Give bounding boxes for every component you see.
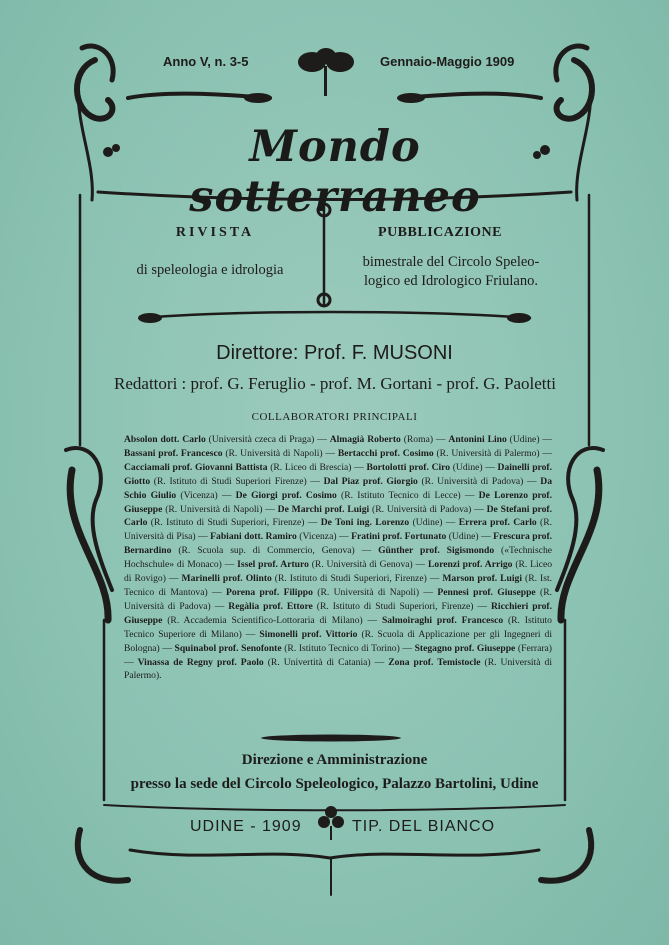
collaborator-name: Bassani prof. Francesco bbox=[124, 447, 223, 459]
collaborator-name: Lorenzi prof. Arrigo bbox=[428, 559, 513, 571]
collaborator-entry: De Lorenzo prof. Giuseppe (R. Università di Napoli) — bbox=[124, 489, 553, 515]
collaborator-affiliation: (Vicenza) bbox=[296, 531, 337, 543]
collaborator-name: Dainelli prof. Giotto bbox=[124, 461, 553, 487]
collaborator-name: Salmoiraghi prof. Francesco bbox=[381, 614, 504, 626]
collaborators-heading: COLLABORATORI PRINCIPALI bbox=[251, 411, 418, 423]
collaborator-entry: Ricchieri prof. Giuseppe (R. Accademia Scientifico-Lottoraria di Milano) — bbox=[124, 600, 553, 626]
collaborator-entry: Antonini Lino (Udine) — bbox=[448, 434, 553, 445]
collaborator-entry: Bassani prof. Francesco (R. Università di Napoli) — bbox=[124, 447, 338, 459]
collaborator-affiliation: (R. Università di Genova) bbox=[308, 559, 413, 571]
collaborator-entry: De Marchi prof. Luigi (R. Università di Padova) — bbox=[277, 503, 487, 515]
collaborator-entry: Lorenzi prof. Arrigo (R. Liceo di Rovigo) — bbox=[124, 559, 553, 585]
collaborator-name: De Lorenzo prof. Giuseppe bbox=[124, 489, 553, 515]
collaborator-affiliation: (R. Liceo di Brescia) bbox=[267, 461, 352, 473]
collaborator-affiliation: (R. Università di Palermo). bbox=[124, 656, 552, 682]
collaborator-affiliation: (R. Istituto di Studi Superiori, Firenze) bbox=[271, 573, 427, 585]
collaborator-affiliation: (Udine) bbox=[409, 517, 443, 529]
collaborator-name: Fabiani dott. Ramiro bbox=[210, 531, 297, 543]
collaborator-entry: Günther prof. Sigismondo («Technische Hochschule» di Monaco) — bbox=[124, 545, 553, 571]
collaborator-name: Antonini Lino bbox=[448, 434, 507, 445]
collaborator-affiliation: («Technische Hochschule» di Monaco) bbox=[124, 545, 553, 571]
collaborator-name: Simonelli prof. Vittorio bbox=[259, 628, 358, 640]
collaborator-entry: Absolon dott. Carlo (Università czeca di Praga) — bbox=[124, 434, 330, 445]
publication-line-2: logico ed Idrologico Friulano. bbox=[364, 273, 538, 289]
collaborator-affiliation: (R. Ist. Tecnico di Mantova) bbox=[124, 573, 553, 598]
collaborator-name: Vinassa de Regny prof. Paolo bbox=[137, 656, 264, 668]
collaborator-name: Bertacchi prof. Cosimo bbox=[337, 447, 434, 459]
collaborator-name: De Stefani prof. Carlo bbox=[124, 503, 553, 529]
collaborator-affiliation: (R. Università di Napoli) bbox=[312, 586, 420, 598]
collaborator-name: Squinabol prof. Senofonte bbox=[174, 642, 282, 654]
collaborator-name: Ricchieri prof. Giuseppe bbox=[124, 600, 553, 626]
collaborator-entry: De Toni ing. Lorenzo (Udine) — bbox=[320, 517, 459, 529]
collaborator-name: Absolon dott. Carlo bbox=[124, 434, 206, 445]
collaborator-affiliation: (R. Università di Padova) bbox=[124, 586, 553, 612]
collaborator-affiliation: (Udine) bbox=[506, 434, 540, 445]
collaborator-affiliation: (Udine) bbox=[450, 461, 483, 473]
collaborator-entry: Marinelli prof. Olinto (R. Istituto di Studi Superiori, Firenze) — bbox=[181, 573, 443, 585]
collaborator-affiliation: (Ferrara) bbox=[515, 642, 552, 654]
collaborator-affiliation: (R. Liceo di Rovigo) bbox=[124, 559, 553, 585]
publication-label: PUBBLICAZIONE bbox=[378, 225, 502, 240]
collaborator-entry: Porena prof. Filippo (R. Università di Napoli) — bbox=[225, 586, 438, 598]
collaborator-entry: Squinabol prof. Senofonte (R. Istituto Tecnico di Torino) — bbox=[174, 642, 415, 654]
collaborator-affiliation: (Udine) bbox=[446, 531, 479, 543]
magazine-title: Mondo sotterraneo bbox=[189, 122, 481, 222]
collaborator-entry: Dainelli prof. Giotto (R. Istituto di Studi Superiori Firenze) — bbox=[124, 461, 553, 487]
collaborator-entry: Marson prof. Luigi (R. Ist. Tecnico di Mantova) — bbox=[124, 573, 553, 598]
collaborator-entry: Pennesi prof. Giuseppe (R. Università di Padova) — bbox=[124, 586, 553, 612]
publication-description bbox=[336, 253, 566, 291]
collaborators-list bbox=[124, 433, 552, 683]
editors: Redattori : prof. G. Feruglio - prof. M. Gortani - prof. G. Paoletti bbox=[114, 374, 556, 393]
director: Direttore: Prof. F. MUSONI bbox=[216, 342, 453, 364]
collaborator-name: Günther prof. Sigismondo bbox=[378, 545, 495, 557]
collaborator-entry: Frescura prof. Bernardino (R. Scuola sup. di Commercio, Genova) — bbox=[124, 531, 553, 557]
rivista-label: RIVISTA bbox=[175, 225, 255, 240]
collaborator-name: De Marchi prof. Luigi bbox=[277, 503, 370, 515]
collaborator-affiliation: (R. Università di Palermo) bbox=[433, 447, 540, 459]
collaborator-entry: Fabiani dott. Ramiro (Vicenza) — bbox=[210, 531, 352, 543]
administration-heading: Direzione e Amministrazione bbox=[241, 752, 428, 768]
collaborator-name: Marinelli prof. Olinto bbox=[181, 573, 272, 585]
collaborator-affiliation: (R. Università di Napoli) bbox=[222, 447, 323, 459]
collaborator-entry: Fratini prof. Fortunato (Udine) — bbox=[351, 531, 494, 543]
collaborator-entry: Regàlia prof. Ettore (R. Istituto di Studi Superiori, Firenze) — bbox=[228, 600, 491, 612]
collaborator-entry: Simonelli prof. Vittorio (R. Scuola di Applicazione per gli Ingegneri di Bologna) — bbox=[124, 628, 553, 654]
collaborator-entry: De Giorgi prof. Cosimo (R. Istituto Tecnico di Lecce) — bbox=[235, 489, 479, 501]
collaborator-entry: Vinassa de Regny prof. Paolo (R. Univertità di Catania) — bbox=[137, 656, 389, 668]
collaborator-entry: Errera prof. Carlo (R. Università di Pisa) — bbox=[124, 517, 553, 543]
collaborator-name: Errera prof. Carlo bbox=[458, 517, 537, 529]
collaborator-name: Stegagno prof. Giuseppe bbox=[414, 642, 516, 654]
collaborator-name: Zona prof. Temistocle bbox=[388, 656, 481, 668]
collaborator-name: Issel prof. Arturo bbox=[237, 559, 309, 571]
issue-date: Gennaio-Maggio 1909 bbox=[380, 54, 515, 69]
collaborator-entry: Bortolotti prof. Ciro (Udine) — bbox=[366, 461, 498, 473]
collaborator-affiliation: (R. Istituto di Studi Superiori, Firenze) bbox=[312, 600, 474, 612]
collaborator-affiliation: (R. Istituto Tecnico Superiore di Milano) bbox=[124, 614, 552, 640]
collaborator-name: Marson prof. Luigi bbox=[442, 573, 523, 585]
collaborator-entry: De Stefani prof. Carlo (R. Istituto di Studi Superiori, Firenze) — bbox=[124, 503, 553, 529]
issue-number: Anno V, n. 3-5 bbox=[163, 54, 249, 69]
collaborator-name: Regàlia prof. Ettore bbox=[228, 600, 313, 612]
collaborator-name: Cacciamali prof. Giovanni Battista bbox=[124, 461, 268, 473]
collaborator-name: Bortolotti prof. Ciro bbox=[366, 461, 451, 473]
collaborator-affiliation: (R. Istituto di Studi Superiori, Firenze) bbox=[147, 517, 305, 529]
collaborator-entry: Bertacchi prof. Cosimo (R. Università di Palermo) — bbox=[337, 447, 553, 459]
collaborator-name: Da Schio Giulio bbox=[124, 475, 552, 501]
collaborator-affiliation: (R. Scuola di Applicazione per gli Ingegneri di Bologna) bbox=[124, 628, 553, 654]
collaborator-affiliation: (R. Università di Padova) bbox=[417, 475, 524, 487]
footer-printer: TIP. DEL BIANCO bbox=[352, 818, 496, 835]
collaborator-entry: Cacciamali prof. Giovanni Battista (R. Liceo di Brescia) — bbox=[124, 461, 367, 473]
administration-address: presso la sede del Circolo Speleologico, Palazzo Bartolini, Udine bbox=[130, 776, 539, 792]
collaborator-entry: Almagià Roberto (Roma) — bbox=[329, 434, 449, 445]
collaborator-affiliation: (Università czeca di Praga) bbox=[205, 434, 315, 445]
collaborator-affiliation: (R. Università di Padova) bbox=[369, 503, 472, 515]
collaborator-affiliation: (R. Università di Pisa) bbox=[124, 517, 553, 543]
rivista-subtitle: di speleologia e idrologia bbox=[136, 262, 284, 278]
collaborator-entry: Dal Piaz prof. Giorgio (R. Università di Padova) — bbox=[323, 475, 541, 487]
collaborator-entry: Salmoiraghi prof. Francesco (R. Istituto Tecnico Superiore di Milano) — bbox=[124, 614, 552, 640]
collaborator-name: Almagià Roberto bbox=[329, 434, 401, 445]
footer-place-year: UDINE - 1909 bbox=[190, 818, 302, 835]
collaborator-entry: Stegagno prof. Giuseppe (Ferrara) — bbox=[124, 642, 552, 668]
collaborator-name: Frescura prof. Bernardino bbox=[124, 531, 553, 557]
collaborator-affiliation: (R. Istituto di Studi Superiori Firenze) bbox=[150, 475, 307, 487]
collaborator-name: De Toni ing. Lorenzo bbox=[320, 517, 410, 529]
collaborator-affiliation: (R. Accademia Scientifico-Lottoraria di Milano) bbox=[162, 614, 363, 626]
collaborator-name: Fratini prof. Fortunato bbox=[351, 531, 447, 543]
collaborator-affiliation: (R. Istituto Tecnico di Torino) bbox=[281, 642, 400, 654]
collaborator-name: Dal Piaz prof. Giorgio bbox=[323, 475, 418, 487]
collaborator-affiliation: (R. Istituto Tecnico di Lecce) bbox=[336, 489, 461, 501]
publication-line-1: bimestrale del Circolo Speleo- bbox=[362, 254, 540, 270]
collaborator-affiliation: (Vicenza) bbox=[176, 489, 218, 501]
collaborator-entry: Da Schio Giulio (Vicenza) — bbox=[124, 475, 552, 501]
collaborator-affiliation: (R. Univertità di Catania) bbox=[263, 656, 371, 668]
collaborator-entry: Issel prof. Arturo (R. Università di Genova) — bbox=[237, 559, 428, 571]
collaborator-name: De Giorgi prof. Cosimo bbox=[235, 489, 337, 501]
collaborator-affiliation: (Roma) bbox=[400, 434, 434, 445]
collaborator-name: Porena prof. Filippo bbox=[225, 586, 313, 598]
collaborator-affiliation: (R. Scuola sup. di Commercio, Genova) bbox=[171, 545, 355, 557]
collaborator-name: Pennesi prof. Giuseppe bbox=[437, 586, 536, 598]
collaborator-affiliation: (R. Università di Napoli) bbox=[162, 503, 263, 515]
